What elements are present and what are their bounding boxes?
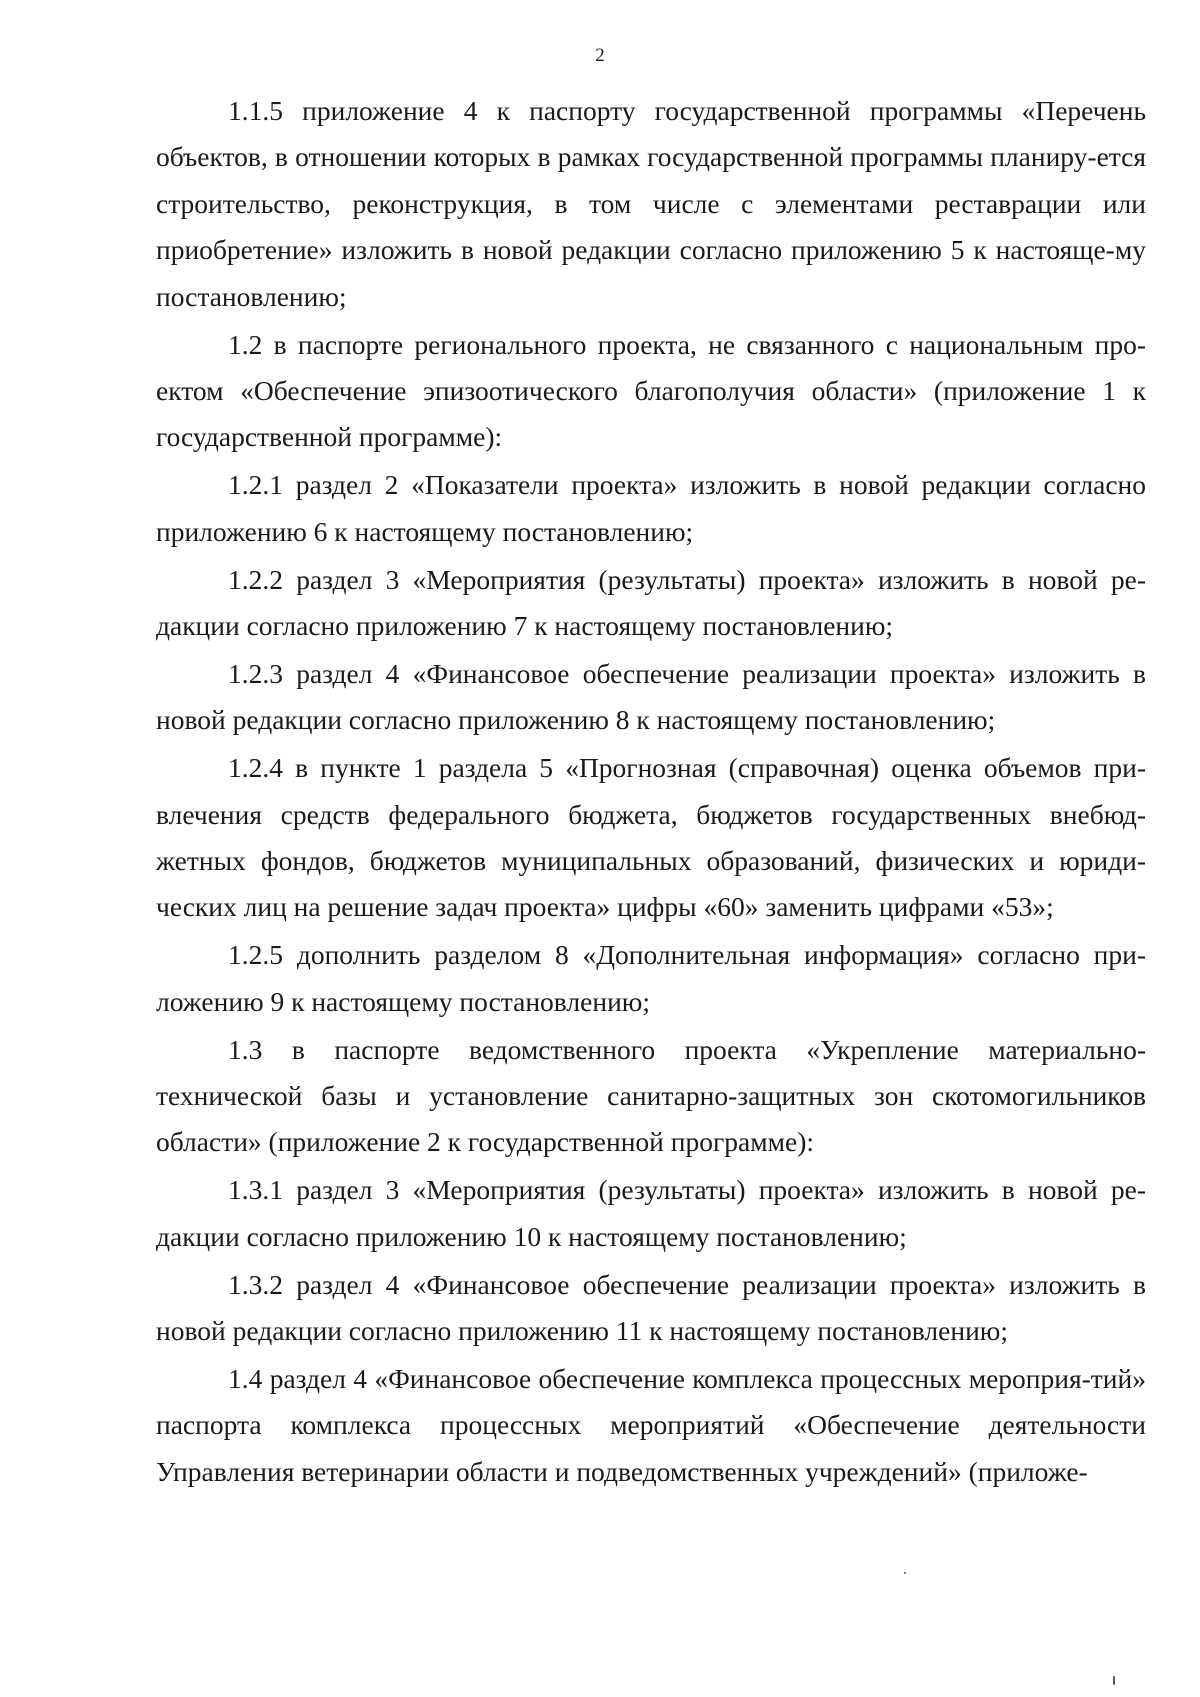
paragraph-1-2-5: 1.2.5 дополнить разделом 8 «Дополнительная информация» согласно при-ложению 9 к настоящему постановлению;	[156, 939, 1146, 1017]
paragraph-1-1-5: 1.1.5 приложение 4 к паспорту государственной программы «Перечень объектов, в отношении которых в рамках государственной программы планиру-ется строительство, реконструкция, в том числе с элементами реставрации или приобретение» изложить в новой редакции согласно приложению 5 к настояще-му постановлению;	[156, 95, 1146, 312]
paragraph-1-2: 1.2 в паспорте регионального проекта, не связанного с национальным про-ектом «Обеспечение эпизоотического благополучия области» (приложение 1 к государственной программе):	[156, 328, 1146, 453]
paragraph-1-3-1: 1.3.1 раздел 3 «Мероприятия (результаты) проекта» изложить в новой ре-дакции согласно приложению 10 к настоящему постановлению;	[156, 1174, 1146, 1252]
scan-speck	[904, 1572, 906, 1574]
paragraph-1-3-2: 1.3.2 раздел 4 «Финансовое обеспечение реализации проекта» изложить в новой редакции согласно приложению 11 к настоящему постановлению;	[156, 1268, 1146, 1347]
paragraph-1-2-1: 1.2.1 раздел 2 «Показатели проекта» изложить в новой редакции согласно приложению 6 к настоящему постановлению;	[156, 469, 1146, 547]
paragraph-1-2-3: 1.2.3 раздел 4 «Финансовое обеспечение реализации проекта» изложить в новой редакции согласно приложению 8 к настоящему постановлению;	[156, 657, 1146, 736]
paragraph-1-2-2: 1.2.2 раздел 3 «Мероприятия (результаты) проекта» изложить в новой ре-дакции согласно приложению 7 к настоящему постановлению;	[156, 563, 1146, 641]
paragraph-1-2-4: 1.2.4 в пункте 1 раздела 5 «Прогнозная (справочная) оценка объемов при-влечения средств федерального бюджета, бюджетов государственных внебюд-жетных фондов, бюджетов муниципальных образований, физических и юриди-ческих лиц на решение задач проекта» цифры «60» заменить цифрами «53»;	[156, 752, 1146, 923]
paragraph-1-4: 1.4 раздел 4 «Финансовое обеспечение комплекса процессных мероприя-тий» паспорта комплекса процессных мероприятий «Обеспечение деятельности Управления ветеринарии области и подведомственных учреждений» (приложе-	[156, 1362, 1146, 1487]
page-number: 2	[595, 45, 605, 66]
scan-speck	[1113, 1676, 1115, 1685]
document-body	[156, 88, 1146, 1497]
paragraph-1-3: 1.3 в паспорте ведомственного проекта «Укрепление материально-технической базы и установление санитарно-защитных зон скотомогильников области» (приложение 2 к государственной программе):	[156, 1033, 1146, 1158]
